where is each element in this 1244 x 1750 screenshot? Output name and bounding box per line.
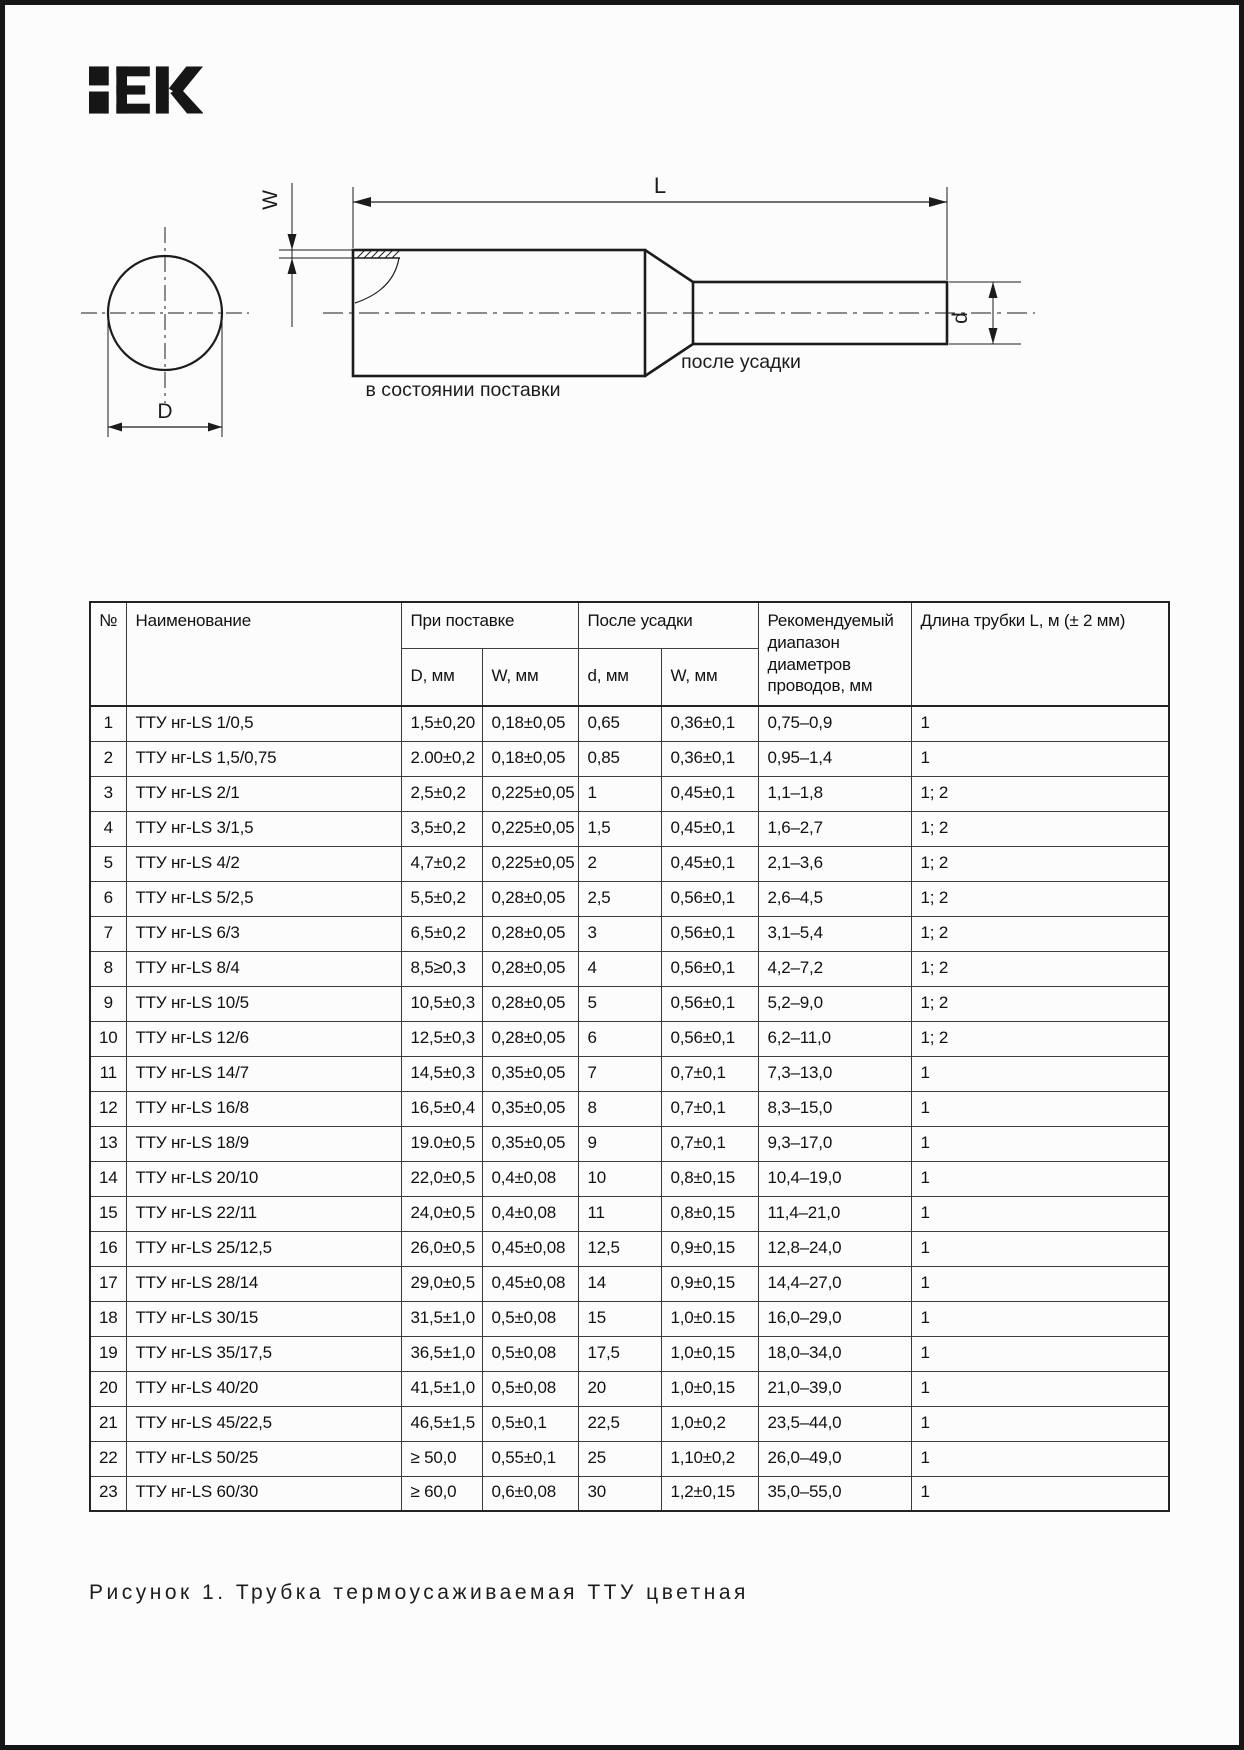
cell-d-shrunk: 2 — [578, 846, 661, 881]
logo-k-lower-arm — [170, 87, 203, 114]
cell-length: 1 — [911, 1476, 1169, 1511]
cell-D-supplied: 3,5±0,2 — [401, 811, 482, 846]
cell-W-shrunk: 0,8±0,15 — [661, 1161, 758, 1196]
cell-W-supplied: 0,5±0,08 — [482, 1371, 578, 1406]
cell-length: 1 — [911, 1161, 1169, 1196]
cell-length: 1; 2 — [911, 881, 1169, 916]
iek-logo — [89, 59, 203, 121]
spec-table — [89, 601, 1170, 1512]
cell-W-shrunk: 1,0±0,2 — [661, 1406, 758, 1441]
cell-wire-range: 35,0–55,0 — [758, 1476, 911, 1511]
cell-length: 1 — [911, 706, 1169, 741]
cell-D-supplied: 8,5≥0,3 — [401, 951, 482, 986]
cell-row-number: 7 — [90, 916, 126, 951]
cell-W-supplied: 0,35±0,05 — [482, 1126, 578, 1161]
cell-wire-range: 26,0–49,0 — [758, 1441, 911, 1476]
cell-W-supplied: 0,4±0,08 — [482, 1196, 578, 1231]
cell-d-shrunk: 12,5 — [578, 1231, 661, 1266]
cell-row-number: 23 — [90, 1476, 126, 1511]
cell-W-supplied: 0,28±0,05 — [482, 916, 578, 951]
table-row — [90, 1441, 1169, 1476]
cell-length: 1 — [911, 1441, 1169, 1476]
cell-W-supplied: 0,5±0,08 — [482, 1336, 578, 1371]
cell-row-number: 15 — [90, 1196, 126, 1231]
cell-row-number: 21 — [90, 1406, 126, 1441]
cell-W-shrunk: 0,7±0,1 — [661, 1126, 758, 1161]
spec-table-body — [90, 706, 1169, 1511]
table-row — [90, 1301, 1169, 1336]
cell-W-shrunk: 0,7±0,1 — [661, 1056, 758, 1091]
logo-e-top — [116, 66, 149, 76]
cell-length: 1; 2 — [911, 846, 1169, 881]
cell-W-supplied: 0,225±0,05 — [482, 776, 578, 811]
cell-D-supplied: 14,5±0,3 — [401, 1056, 482, 1091]
cell-W-shrunk: 1,2±0,15 — [661, 1476, 758, 1511]
cell-d-shrunk: 8 — [578, 1091, 661, 1126]
cell-wire-range: 7,3–13,0 — [758, 1056, 911, 1091]
cell-d-shrunk: 17,5 — [578, 1336, 661, 1371]
cell-D-supplied: 36,5±1,0 — [401, 1336, 482, 1371]
cell-W-supplied: 0,35±0,05 — [482, 1056, 578, 1091]
cell-row-number: 1 — [90, 706, 126, 741]
cell-name: ТТУ нг-LS 2/1 — [126, 776, 401, 811]
logo-i-stem — [89, 92, 109, 114]
cell-d-shrunk: 3 — [578, 916, 661, 951]
cell-wire-range: 11,4–21,0 — [758, 1196, 911, 1231]
cell-name: ТТУ нг-LS 30/15 — [126, 1301, 401, 1336]
cell-d-shrunk: 10 — [578, 1161, 661, 1196]
cell-d-shrunk: 30 — [578, 1476, 661, 1511]
cell-length: 1; 2 — [911, 986, 1169, 1021]
cell-row-number: 13 — [90, 1126, 126, 1161]
cell-W-supplied: 0,225±0,05 — [482, 811, 578, 846]
cell-length: 1 — [911, 741, 1169, 776]
cell-d-shrunk: 6 — [578, 1021, 661, 1056]
cell-D-supplied: 24,0±0,5 — [401, 1196, 482, 1231]
cell-d-shrunk: 22,5 — [578, 1406, 661, 1441]
cell-wire-range: 0,95–1,4 — [758, 741, 911, 776]
cell-d-shrunk: 0,65 — [578, 706, 661, 741]
cell-W-supplied: 0,225±0,05 — [482, 846, 578, 881]
table-row — [90, 1231, 1169, 1266]
table-row — [90, 916, 1169, 951]
cell-row-number: 19 — [90, 1336, 126, 1371]
cell-d-shrunk: 14 — [578, 1266, 661, 1301]
cell-wire-range: 10,4–19,0 — [758, 1161, 911, 1196]
cell-wire-range: 9,3–17,0 — [758, 1126, 911, 1161]
table-row — [90, 1406, 1169, 1441]
header-name: Наименование — [126, 602, 401, 706]
cell-name: ТТУ нг-LS 4/2 — [126, 846, 401, 881]
cell-name: ТТУ нг-LS 10/5 — [126, 986, 401, 1021]
cell-W-shrunk: 1,0±0.15 — [661, 1301, 758, 1336]
cell-length: 1; 2 — [911, 916, 1169, 951]
cell-row-number: 10 — [90, 1021, 126, 1056]
cell-W-shrunk: 0,7±0,1 — [661, 1091, 758, 1126]
cell-D-supplied: 12,5±0,3 — [401, 1021, 482, 1056]
cell-length: 1 — [911, 1091, 1169, 1126]
cell-D-supplied: ≥ 50,0 — [401, 1441, 482, 1476]
cell-W-supplied: 0,18±0,05 — [482, 741, 578, 776]
cell-wire-range: 21,0–39,0 — [758, 1371, 911, 1406]
cell-length: 1 — [911, 1371, 1169, 1406]
cell-W-shrunk: 0,56±0,1 — [661, 916, 758, 951]
cell-D-supplied: 31,5±1,0 — [401, 1301, 482, 1336]
cell-name: ТТУ нг-LS 12/6 — [126, 1021, 401, 1056]
table-row — [90, 1161, 1169, 1196]
cell-W-shrunk: 0,8±0,15 — [661, 1196, 758, 1231]
cell-d-shrunk: 5 — [578, 986, 661, 1021]
logo-i-dot — [89, 66, 109, 85]
cell-wire-range: 23,5–44,0 — [758, 1406, 911, 1441]
header-D-mm: D, мм — [401, 648, 482, 706]
label-state-delivery: в состоянии поставки — [365, 379, 561, 401]
cell-name: ТТУ нг-LS 35/17,5 — [126, 1336, 401, 1371]
cell-name: ТТУ нг-LS 40/20 — [126, 1371, 401, 1406]
L-arrow-right — [929, 197, 947, 207]
cell-d-shrunk: 7 — [578, 1056, 661, 1091]
cell-length: 1 — [911, 1336, 1169, 1371]
dim-label-d: d — [949, 312, 972, 324]
taper-top — [645, 250, 693, 282]
table-row — [90, 811, 1169, 846]
cell-D-supplied: 2.00±0,2 — [401, 741, 482, 776]
cell-W-supplied: 0,28±0,05 — [482, 951, 578, 986]
cell-wire-range: 12,8–24,0 — [758, 1231, 911, 1266]
cell-wire-range: 5,2–9,0 — [758, 986, 911, 1021]
cell-d-shrunk: 4 — [578, 951, 661, 986]
cell-W-shrunk: 0,45±0,1 — [661, 776, 758, 811]
dim-label-L: L — [653, 173, 667, 198]
table-row — [90, 1056, 1169, 1091]
cell-row-number: 18 — [90, 1301, 126, 1336]
cell-length: 1; 2 — [911, 951, 1169, 986]
cell-name: ТТУ нг-LS 18/9 — [126, 1126, 401, 1161]
cell-W-shrunk: 0,9±0,15 — [661, 1231, 758, 1266]
cell-D-supplied: 46,5±1,5 — [401, 1406, 482, 1441]
cell-W-shrunk: 0,56±0,1 — [661, 881, 758, 916]
cell-wire-range: 2,1–3,6 — [758, 846, 911, 881]
cell-W-supplied: 0,18±0,05 — [482, 706, 578, 741]
cell-length: 1 — [911, 1231, 1169, 1266]
table-row — [90, 846, 1169, 881]
header-W-mm-delivery: W, мм — [482, 648, 578, 706]
label-state-shrunk: после усадки — [681, 351, 801, 373]
table-row — [90, 741, 1169, 776]
cell-name: ТТУ нг-LS 16/8 — [126, 1091, 401, 1126]
table-row — [90, 951, 1169, 986]
cell-row-number: 2 — [90, 741, 126, 776]
cell-row-number: 8 — [90, 951, 126, 986]
cell-W-supplied: 0,5±0,08 — [482, 1301, 578, 1336]
cell-wire-range: 18,0–34,0 — [758, 1336, 911, 1371]
cell-W-shrunk: 1,0±0,15 — [661, 1336, 758, 1371]
cell-name: ТТУ нг-LS 45/22,5 — [126, 1406, 401, 1441]
header-group-shrunk: После усадки — [578, 602, 758, 648]
cell-W-shrunk: 1,10±0,2 — [661, 1441, 758, 1476]
cell-d-shrunk: 11 — [578, 1196, 661, 1231]
cell-W-supplied: 0,35±0,05 — [482, 1091, 578, 1126]
table-row — [90, 1091, 1169, 1126]
cell-row-number: 22 — [90, 1441, 126, 1476]
cell-row-number: 17 — [90, 1266, 126, 1301]
cell-name: ТТУ нг-LS 6/3 — [126, 916, 401, 951]
cell-row-number: 14 — [90, 1161, 126, 1196]
header-group-delivery: При поставке — [401, 602, 578, 648]
cell-length: 1 — [911, 1301, 1169, 1336]
cell-d-shrunk: 25 — [578, 1441, 661, 1476]
cell-W-supplied: 0,5±0,1 — [482, 1406, 578, 1441]
cell-wire-range: 0,75–0,9 — [758, 706, 911, 741]
cell-row-number: 20 — [90, 1371, 126, 1406]
cell-W-supplied: 0,55±0,1 — [482, 1441, 578, 1476]
cell-W-shrunk: 0,36±0,1 — [661, 706, 758, 741]
cell-d-shrunk: 9 — [578, 1126, 661, 1161]
cell-row-number: 4 — [90, 811, 126, 846]
cell-name: ТТУ нг-LS 25/12,5 — [126, 1231, 401, 1266]
header-d-mm: d, мм — [578, 648, 661, 706]
d-arrow-up — [989, 282, 998, 298]
cell-d-shrunk: 15 — [578, 1301, 661, 1336]
cell-wire-range: 16,0–29,0 — [758, 1301, 911, 1336]
cell-name: ТТУ нг-LS 3/1,5 — [126, 811, 401, 846]
cell-d-shrunk: 20 — [578, 1371, 661, 1406]
table-row — [90, 881, 1169, 916]
cell-length: 1; 2 — [911, 811, 1169, 846]
header-length: Длина трубки L, м (± 2 мм) — [911, 602, 1169, 706]
cell-row-number: 11 — [90, 1056, 126, 1091]
cell-d-shrunk: 1 — [578, 776, 661, 811]
cell-d-shrunk: 0,85 — [578, 741, 661, 776]
table-row — [90, 1336, 1169, 1371]
D-arrow-left — [108, 423, 122, 432]
D-arrow-right — [208, 423, 222, 432]
table-row — [90, 1196, 1169, 1231]
cell-row-number: 6 — [90, 881, 126, 916]
table-row — [90, 1371, 1169, 1406]
cell-D-supplied: 41,5±1,0 — [401, 1371, 482, 1406]
dim-label-D: D — [157, 400, 173, 423]
table-row — [90, 1021, 1169, 1056]
cell-W-supplied: 0,45±0,08 — [482, 1231, 578, 1266]
logo-k-stem — [156, 66, 169, 113]
cell-W-supplied: 0,6±0,08 — [482, 1476, 578, 1511]
tube-drawing — [5, 155, 1244, 465]
cell-name: ТТУ нг-LS 50/25 — [126, 1441, 401, 1476]
cell-length: 1; 2 — [911, 776, 1169, 811]
cell-D-supplied: 5,5±0,2 — [401, 881, 482, 916]
cell-row-number: 5 — [90, 846, 126, 881]
cell-W-supplied: 0,28±0,05 — [482, 1021, 578, 1056]
cell-W-shrunk: 0,36±0,1 — [661, 741, 758, 776]
table-row — [90, 1126, 1169, 1161]
d-arrow-down — [989, 328, 998, 344]
cell-W-shrunk: 0,56±0,1 — [661, 986, 758, 1021]
cell-D-supplied: ≥ 60,0 — [401, 1476, 482, 1511]
cell-wire-range: 2,6–4,5 — [758, 881, 911, 916]
cell-row-number: 9 — [90, 986, 126, 1021]
W-arrow-up — [288, 258, 297, 274]
cell-D-supplied: 22,0±0,5 — [401, 1161, 482, 1196]
cell-D-supplied: 16,5±0,4 — [401, 1091, 482, 1126]
cell-name: ТТУ нг-LS 20/10 — [126, 1161, 401, 1196]
cell-length: 1 — [911, 1406, 1169, 1441]
cell-W-supplied: 0,4±0,08 — [482, 1161, 578, 1196]
cell-name: ТТУ нг-LS 8/4 — [126, 951, 401, 986]
cell-D-supplied: 10,5±0,3 — [401, 986, 482, 1021]
logo-e-bottom — [116, 104, 149, 114]
cell-D-supplied: 19.0±0,5 — [401, 1126, 482, 1161]
cell-wire-range: 8,3–15,0 — [758, 1091, 911, 1126]
dim-label-W: W — [259, 190, 282, 210]
cell-wire-range: 6,2–11,0 — [758, 1021, 911, 1056]
header-W-mm-shrunk: W, мм — [661, 648, 758, 706]
cell-W-shrunk: 0,56±0,1 — [661, 1021, 758, 1056]
cell-row-number: 3 — [90, 776, 126, 811]
W-arrow-down — [288, 234, 297, 250]
cell-row-number: 16 — [90, 1231, 126, 1266]
header-no: № — [90, 602, 126, 706]
cell-W-supplied: 0,45±0,08 — [482, 1266, 578, 1301]
cell-D-supplied: 26,0±0,5 — [401, 1231, 482, 1266]
cell-W-supplied: 0,28±0,05 — [482, 986, 578, 1021]
cell-d-shrunk: 2,5 — [578, 881, 661, 916]
cell-D-supplied: 6,5±0,2 — [401, 916, 482, 951]
cell-name: ТТУ нг-LS 60/30 — [126, 1476, 401, 1511]
cell-row-number: 12 — [90, 1091, 126, 1126]
figure-caption: Рисунок 1. Трубка термоусаживаемая ТТУ цветная — [89, 1581, 749, 1604]
table-row — [90, 706, 1169, 741]
cell-W-shrunk: 1,0±0,15 — [661, 1371, 758, 1406]
cell-name: ТТУ нг-LS 5/2,5 — [126, 881, 401, 916]
cell-W-shrunk: 0,56±0,1 — [661, 951, 758, 986]
table-row — [90, 986, 1169, 1021]
cell-W-shrunk: 0,45±0,1 — [661, 811, 758, 846]
cell-d-shrunk: 1,5 — [578, 811, 661, 846]
table-row — [90, 1476, 1169, 1511]
header-range: Рекомендуемый диапазон диаметров проводов, мм — [758, 602, 911, 706]
table-row — [90, 776, 1169, 811]
cell-name: ТТУ нг-LS 22/11 — [126, 1196, 401, 1231]
logo-e-mid — [116, 85, 145, 94]
cell-length: 1 — [911, 1266, 1169, 1301]
cell-D-supplied: 1,5±0,20 — [401, 706, 482, 741]
cell-wire-range: 1,1–1,8 — [758, 776, 911, 811]
cell-name: ТТУ нг-LS 1/0,5 — [126, 706, 401, 741]
cell-wire-range: 1,6–2,7 — [758, 811, 911, 846]
cell-length: 1; 2 — [911, 1021, 1169, 1056]
cell-length: 1 — [911, 1056, 1169, 1091]
cell-W-supplied: 0,28±0,05 — [482, 881, 578, 916]
cell-D-supplied: 2,5±0,2 — [401, 776, 482, 811]
cell-length: 1 — [911, 1196, 1169, 1231]
cell-name: ТТУ нг-LS 14/7 — [126, 1056, 401, 1091]
table-row — [90, 1266, 1169, 1301]
cell-name: ТТУ нг-LS 1,5/0,75 — [126, 741, 401, 776]
cell-name: ТТУ нг-LS 28/14 — [126, 1266, 401, 1301]
cell-D-supplied: 4,7±0,2 — [401, 846, 482, 881]
cell-wire-range: 4,2–7,2 — [758, 951, 911, 986]
cell-wire-range: 14,4–27,0 — [758, 1266, 911, 1301]
cell-wire-range: 3,1–5,4 — [758, 916, 911, 951]
cell-D-supplied: 29,0±0,5 — [401, 1266, 482, 1301]
cell-W-shrunk: 0,9±0,15 — [661, 1266, 758, 1301]
L-arrow-left — [353, 197, 371, 207]
cell-length: 1 — [911, 1126, 1169, 1161]
wall-funnel-curve — [355, 258, 399, 303]
cell-W-shrunk: 0,45±0,1 — [661, 846, 758, 881]
